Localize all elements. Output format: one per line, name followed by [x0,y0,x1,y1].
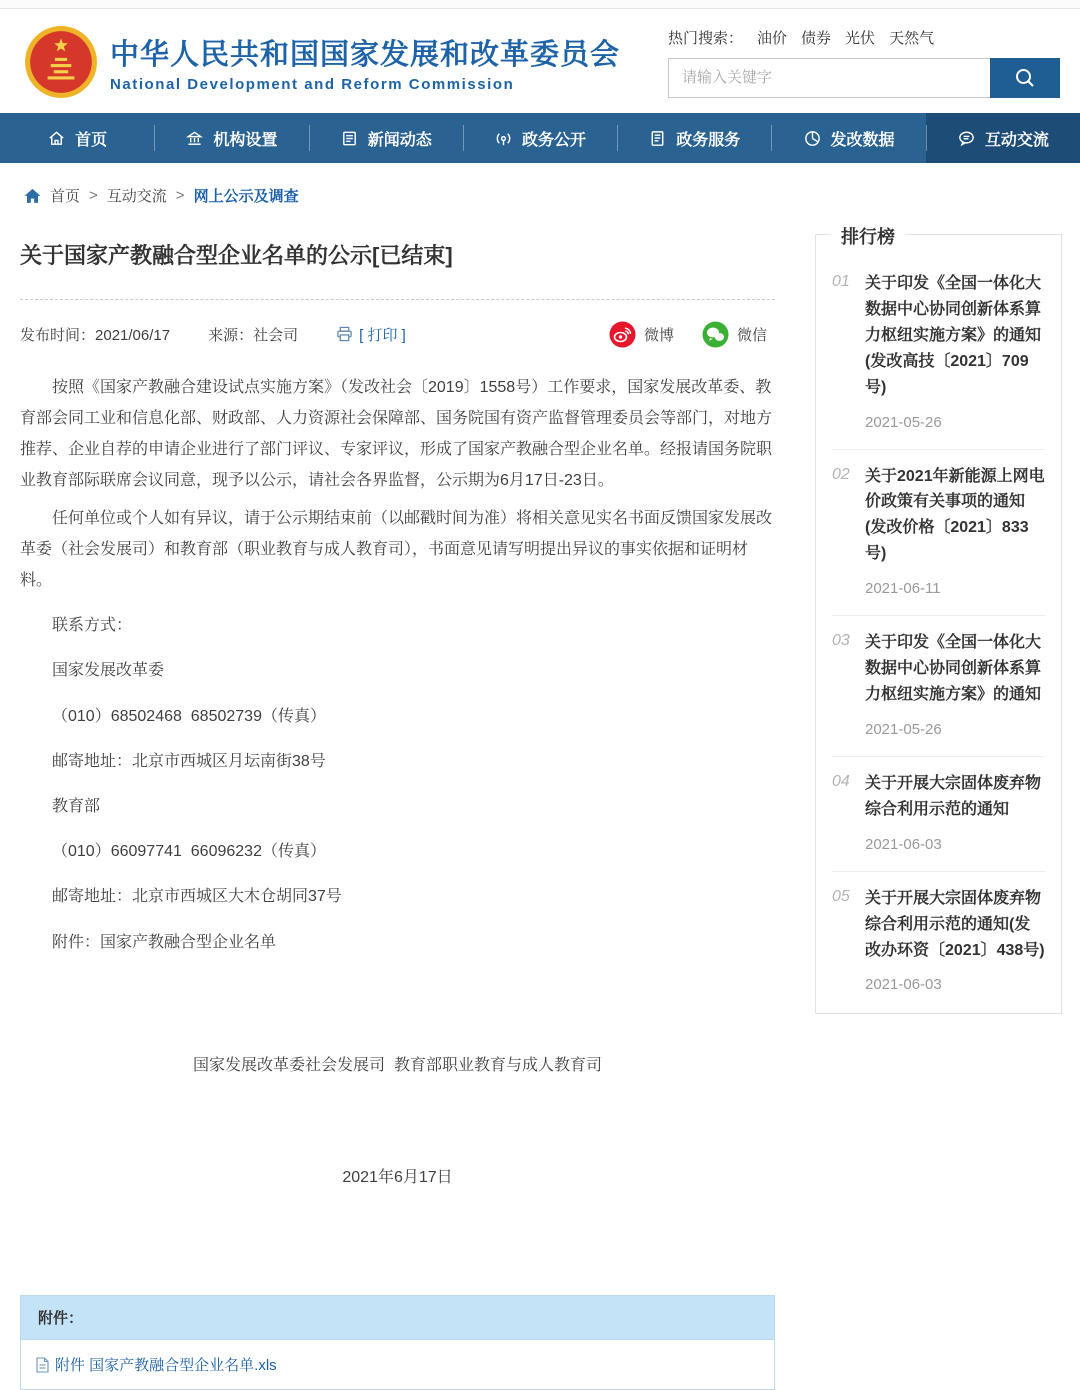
contact-line: 邮寄地址：北京市西城区大木仓胡同37号 [52,888,342,906]
contact-line: 附件：国家产教融合型企业名单 [52,933,277,951]
pie-chart-icon [803,129,822,148]
signature-block [20,988,775,1256]
hot-search-term-gas[interactable]: 天然气 [889,29,935,47]
ranking-item-date: 2021-05-26 [865,413,942,431]
breadcrumb-home[interactable]: 首页 [50,188,81,205]
search-icon [1014,67,1036,89]
nav-item-gov-info[interactable] [463,113,617,163]
article-meta [20,300,775,358]
file-icon [35,1357,50,1373]
list-item [832,450,1045,617]
ranking-item-link[interactable]: 关于开展大宗固体废弃物综合利用示范的通知 [865,774,1042,818]
wechat-icon [702,321,729,348]
site-title-en: National Development and Reform Commission [110,75,515,93]
site-logo[interactable] [24,25,620,99]
site-title-cn: 中华人民共和国国家发展和改革委员会 [110,38,621,71]
document-icon [648,129,667,148]
contact-line: （010）66097741 66096232（传真） [52,843,326,861]
list-item [832,616,1045,757]
nav-item-label: 互动交流 [984,131,1049,149]
hot-search-term-oil[interactable]: 油价 [757,29,788,47]
nav-item-label: 新闻动态 [367,131,432,149]
chat-icon [957,129,976,148]
nav-item-label: 发改数据 [830,131,895,149]
breadcrumb-separator: > [175,187,185,204]
contact-line: （010）68502468 68502739（传真） [52,707,326,725]
attachment-file-name: 附件 国家产教融合型企业名单.xls [55,1357,277,1375]
contact-line: 教育部 [52,797,101,815]
contact-line: 邮寄地址：北京市西城区月坛南街38号 [52,752,326,770]
news-icon [340,129,359,148]
contact-line: 国家发展改革委 [52,662,165,680]
nav-item-news[interactable] [309,113,463,163]
ranking-item-date: 2021-05-26 [865,720,942,738]
search-bar [668,58,1060,98]
print-button[interactable] [336,324,406,345]
page-title: 关于国家产教融合型企业名单的公示[已结束] [20,243,453,268]
ranking-box [815,227,1062,1014]
attachment-row [21,1340,774,1389]
share-wechat-label: 微信 [736,326,767,344]
ranking-item-date: 2021-06-03 [865,835,942,853]
nav-item-gov-service[interactable] [617,113,771,163]
weibo-icon [609,321,636,348]
hot-search-term-pv[interactable]: 光伏 [845,29,876,47]
share-weibo-label: 微博 [643,326,674,344]
printer-icon [336,326,353,342]
list-item [832,872,1045,1012]
signature-departments: 国家发展改革委社会发展司 教育部职业教育与成人教育司 [193,1057,602,1075]
ranking-item-link[interactable]: 关于2021年新能源上网电价政策有关事项的通知(发改价格〔2021〕833号) [865,467,1045,563]
contact-line: 联系方式： [52,617,133,635]
rank-number: 05 [832,887,850,905]
attachment-box [20,1295,775,1390]
ranking-item-date: 2021-06-03 [865,976,942,994]
nav-item-org[interactable] [154,113,308,163]
list-item [832,757,1045,872]
search-input[interactable] [668,58,990,98]
hot-search-label: 热门搜索： [668,29,744,47]
breadcrumb-interaction[interactable]: 互动交流 [106,188,167,205]
source [208,324,298,345]
article [20,212,775,1390]
breadcrumb-current: 网上公示及调查 [193,188,299,205]
nav-item-label: 机构设置 [213,131,278,149]
ranking-item-date: 2021-06-11 [865,580,941,598]
breadcrumb-separator: > [89,187,98,204]
nav-item-interaction[interactable] [926,113,1080,163]
nav-item-label: 首页 [75,131,108,149]
ranking-item-link[interactable]: 关于印发《全国一体化大数据中心协同创新体系算力枢纽实施方案》的通知 [865,634,1042,703]
nav-item-data[interactable] [771,113,925,163]
list-item [832,257,1045,450]
publish-time-label: 发布时间： [20,326,96,344]
share-wechat-button[interactable] [702,321,767,348]
site-title [110,32,620,93]
main-nav [0,113,1080,163]
paragraph: 任何单位或个人如有异议，请于公示期结束前（以邮戳时间为准）将相关意见实名书面反馈国家发展改革委（社会发展司）和教育部（职业教育与成人教育司），书面意见请写明提出异议的事实依据和证明材料。 [20,509,773,590]
article-body [20,372,775,1255]
source-label: 来源： [208,326,254,344]
rank-number: 04 [832,772,850,790]
publish-time [20,324,170,345]
main-area [0,212,1080,1390]
institution-icon [185,129,204,148]
share-weibo-button[interactable] [609,321,674,348]
share-bar [609,321,775,348]
rank-number: 02 [832,465,850,483]
ranking-item-link[interactable]: 关于开展大宗固体废弃物综合利用示范的通知(发改办环资〔2021〕438号) [865,889,1045,959]
nav-item-label: 政务服务 [676,131,741,149]
breadcrumb [0,163,1080,212]
home-icon [47,129,66,148]
home-icon [24,188,41,204]
national-emblem-icon [24,25,98,99]
hot-search-term-bonds[interactable]: 债券 [801,29,832,47]
ranking-item-link[interactable]: 关于印发《全国一体化大数据中心协同创新体系算力枢纽实施方案》的通知(发改高技〔2021〕709号) [865,275,1042,396]
paragraph: 按照《国家产教融合建设试点实施方案》（发改社会〔2019〕1558号）工作要求，国家发展改革委、教育部会同工业和信息化部、财政部、人力资源社会保障部、国务院国有资产监督管理委员会等部门，对地方推荐、企业自荐的申请企业进行了部门评议、专家评议，形成了国家产教融合型企业名单。经报请国务院职业教育部际联席会议同意，现予以公示，请社会各界监督，公示期为6月17日-23日。 [20,378,773,490]
search-button[interactable] [990,58,1060,98]
rank-number: 03 [832,632,850,650]
ranking-title: 排行榜 [829,221,907,251]
signature-date: 2021年6月17日 [342,1168,453,1186]
broadcast-icon [494,129,513,148]
sidebar [815,212,1062,1390]
source-value: 社会司 [253,326,299,344]
attachment-file-link[interactable] [35,1354,760,1375]
print-label: [ 打印 ] [359,326,406,344]
attachment-header: 附件： [21,1296,774,1340]
nav-item-label: 政务公开 [521,131,586,149]
site-header [0,9,1080,113]
nav-item-home[interactable] [0,113,154,163]
top-strip [0,0,1080,9]
header-search-area [668,27,1060,98]
hot-search-bar [668,27,1060,48]
publish-time-value: 2021/06/17 [95,326,171,344]
rank-number: 01 [832,273,850,290]
